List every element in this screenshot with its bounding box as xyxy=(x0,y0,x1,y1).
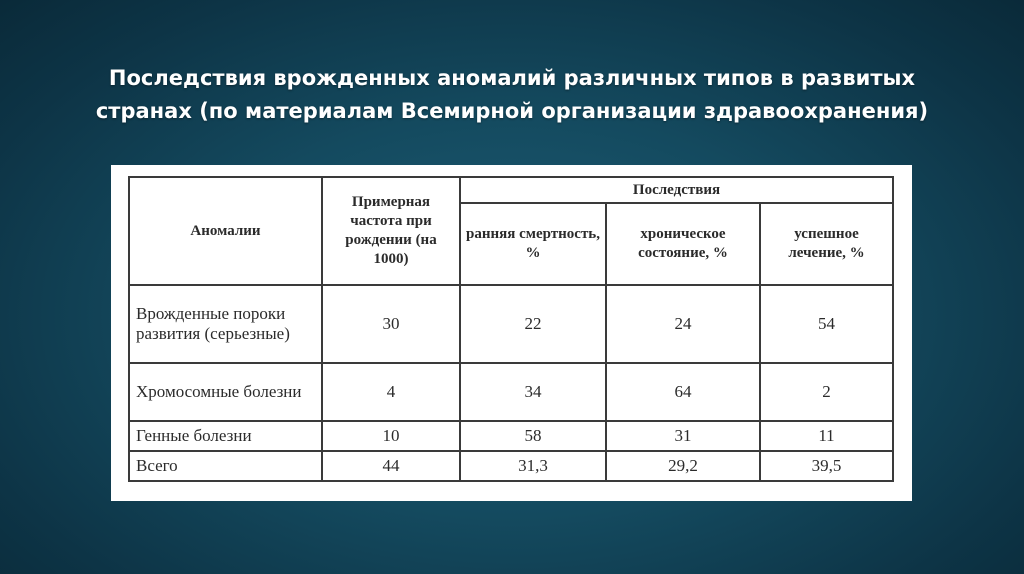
table-row-total xyxy=(129,451,893,481)
table-row xyxy=(129,285,893,363)
cell-early-mortality: 22 xyxy=(460,285,606,363)
row-name: Генные болезни xyxy=(129,421,322,451)
cell-frequency: 10 xyxy=(322,421,460,451)
header-chronic-state: хроническое состояние, % xyxy=(606,203,760,285)
cell-successful-treatment: 2 xyxy=(760,363,893,421)
slide-title xyxy=(60,62,964,128)
row-name: Хромосомные болезни xyxy=(129,363,322,421)
header-anomalies: Аномалии xyxy=(129,177,322,285)
cell-chronic-state: 31 xyxy=(606,421,760,451)
cell-successful-treatment: 11 xyxy=(760,421,893,451)
row-name: Всего xyxy=(129,451,322,481)
header-early-mortality: ранняя смертность, % xyxy=(460,203,606,285)
cell-successful-treatment: 54 xyxy=(760,285,893,363)
slide-title-line-2: странах (по материалам Всемирной организации здравоохранения) xyxy=(95,99,929,123)
cell-chronic-state: 29,2 xyxy=(606,451,760,481)
cell-early-mortality: 58 xyxy=(460,421,606,451)
table-card xyxy=(111,165,912,501)
cell-frequency: 30 xyxy=(322,285,460,363)
cell-early-mortality: 34 xyxy=(460,363,606,421)
anomalies-table xyxy=(128,176,894,482)
table-row xyxy=(129,421,893,451)
table-row xyxy=(129,363,893,421)
header-successful-treatment: успешное лечение, % xyxy=(760,203,893,285)
row-name: Врожденные пороки развития (серьезные) xyxy=(129,285,322,363)
header-frequency: Примерная частота при рождении (на 1000) xyxy=(322,177,460,285)
cell-frequency: 4 xyxy=(322,363,460,421)
cell-successful-treatment: 39,5 xyxy=(760,451,893,481)
cell-early-mortality: 31,3 xyxy=(460,451,606,481)
slide-title-line-1: Последствия врожденных аномалий различных типов в развитых xyxy=(108,66,916,90)
cell-chronic-state: 64 xyxy=(606,363,760,421)
cell-chronic-state: 24 xyxy=(606,285,760,363)
header-row-1 xyxy=(129,177,893,203)
header-consequences: Последствия xyxy=(460,177,893,203)
cell-frequency: 44 xyxy=(322,451,460,481)
